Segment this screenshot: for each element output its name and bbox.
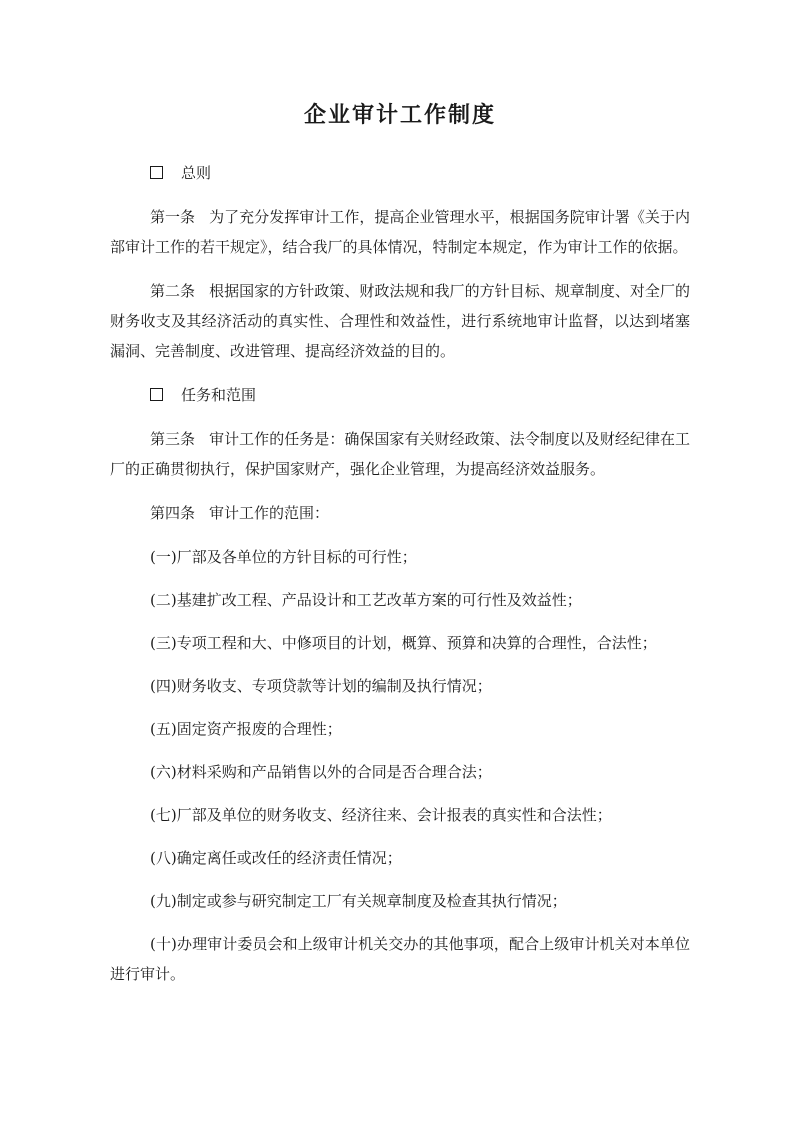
scope-item: (一)厂部及各单位的方针目标的可行性； xyxy=(150,548,417,566)
section-heading-general xyxy=(110,158,690,188)
scope-item: (八)确定离任或改任的经济责任情况； xyxy=(150,849,402,867)
article-1 xyxy=(110,202,690,262)
document-body xyxy=(110,158,690,1002)
article-text: 根据国家的方针政策、财政法规和我厂的方针目标、规章制度、对全厂的财务收支及其经济活动的真实性、合理性和效益性，进行系统地审计监督，以达到堵塞漏洞、完善制度、改进管理、提高经济效益的目的。 xyxy=(110,282,690,360)
section-heading-text: 任务和范围 xyxy=(181,386,257,404)
scope-item: (九)制定或参与研究制定工厂有关规章制度及检查其执行情况； xyxy=(150,892,567,910)
article-3 xyxy=(110,424,690,484)
scope-item: (十)办理审计委员会和上级审计机关交办的其他事项，配合上级审计机关对本单位进行审计。 xyxy=(110,935,690,983)
article-2 xyxy=(110,276,690,366)
article-text: 审计工作的任务是：确保国家有关财经政策、法令制度以及财经纪律在工厂的正确贯彻执行，保护国家财产，强化企业管理，为提高经济效益服务。 xyxy=(110,430,690,478)
scope-item: (五)固定资产报废的合理性； xyxy=(150,720,342,738)
article-text: 审计工作的范围： xyxy=(209,504,330,522)
checkbox-icon xyxy=(150,166,163,179)
section-heading-tasks xyxy=(110,380,690,410)
scope-item: (三)专项工程和大、中修项目的计划，概算、预算和决算的合理性，合法性； xyxy=(150,634,657,652)
scope-item: (七)厂部及单位的财务收支、经济往来、会计报表的真实性和合法性； xyxy=(150,806,612,824)
document-title: 企业审计工作制度 xyxy=(303,102,496,128)
article-label: 第三条 xyxy=(150,430,196,448)
scope-item: (四)财务收支、专项贷款等计划的编制及执行情况； xyxy=(150,677,492,695)
article-4 xyxy=(110,498,690,528)
scope-item: (二)基建扩改工程、产品设计和工艺改革方案的可行性及效益性； xyxy=(150,591,582,609)
article-label: 第二条 xyxy=(150,282,196,300)
section-heading-text: 总则 xyxy=(181,164,212,182)
checkbox-icon xyxy=(150,388,163,401)
scope-item: (六)材料采购和产品销售以外的合同是否合理合法； xyxy=(150,763,492,781)
article-text: 为了充分发挥审计工作，提高企业管理水平，根据国务院审计署《关于内部审计工作的若干规定》，结合我厂的具体情况，特制定本规定，作为审计工作的依据。 xyxy=(110,208,690,256)
article-label: 第四条 xyxy=(150,504,196,522)
article-label: 第一条 xyxy=(150,208,196,226)
